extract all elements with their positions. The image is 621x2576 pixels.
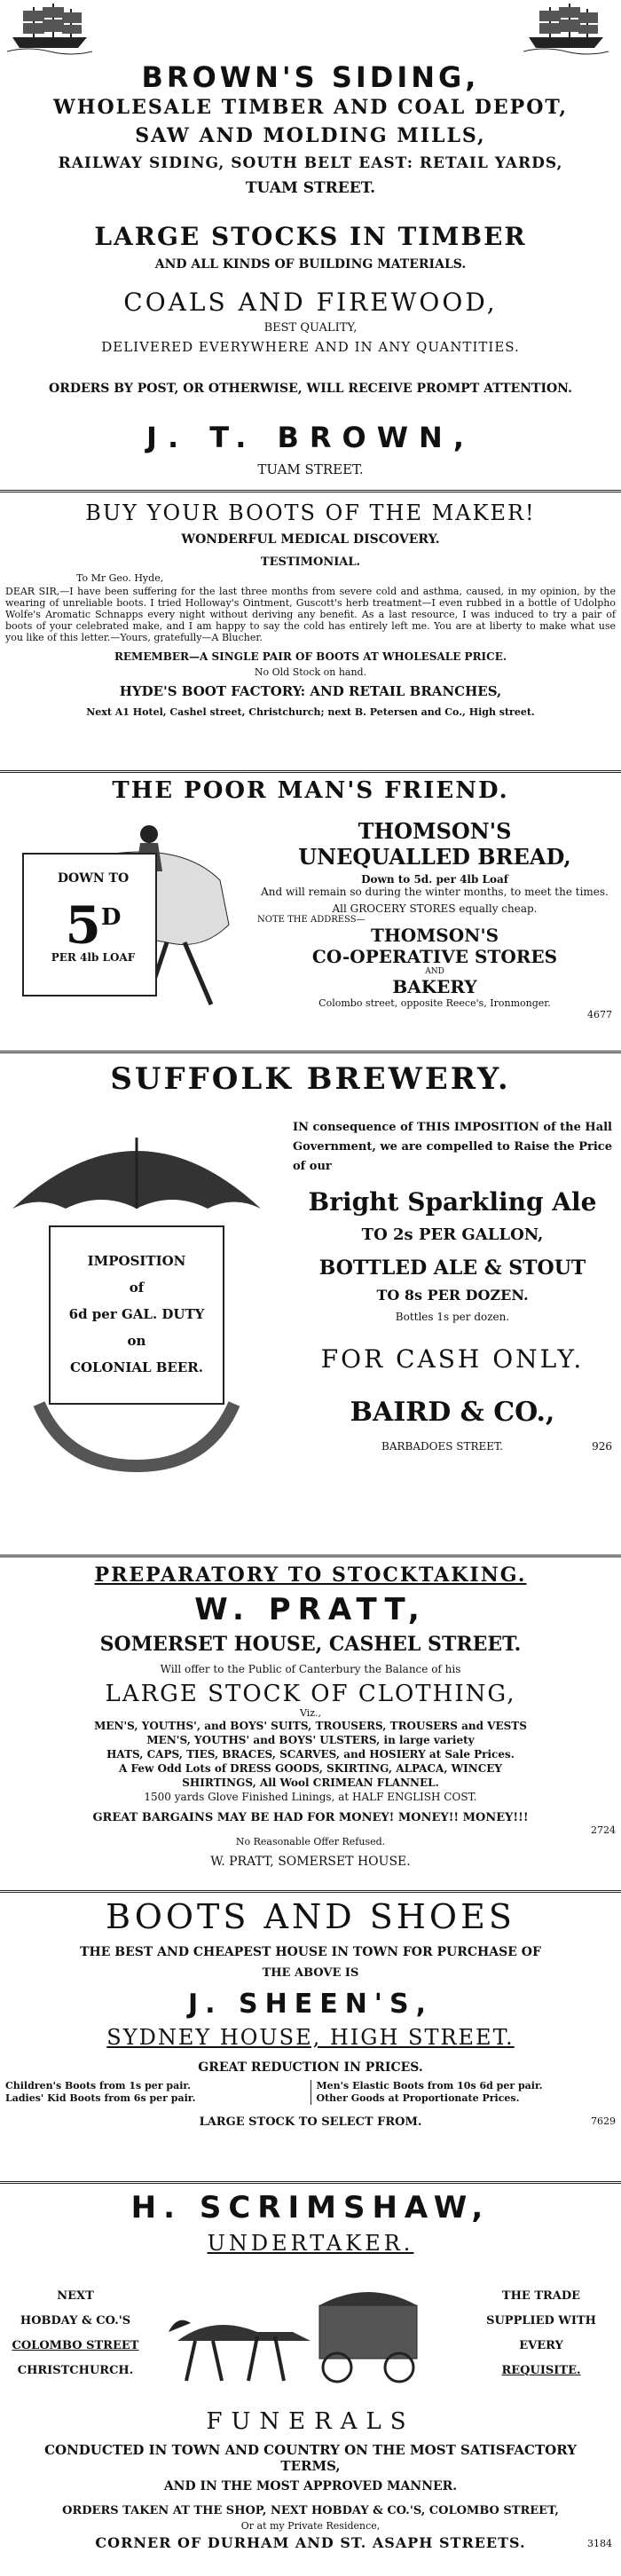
- scrimshaw-trade: UNDERTAKER.: [207, 2231, 414, 2256]
- hyde-headline: BUY YOUR BOOTS OF THE MAKER!: [85, 500, 536, 525]
- scrimshaw-approved: AND IN THE MOST APPROVED MANNER.: [163, 2479, 458, 2493]
- suffolk-sign5: COLONIAL BEER.: [70, 1359, 203, 1375]
- hyde-factory: HYDE'S BOOT FACTORY: AND RETAIL BRANCHES,: [119, 683, 502, 699]
- pratt-viz: Viz.,: [299, 1707, 322, 1719]
- hyde-letter: DEAR SIR,—I have been suffering for the last three months from severe cold and asthma, caused, in my opinion, by the wearing of unreliable boots. I tried Holloway's Ointment, Guscott's herb treatment—I even rubbed in a bottle of Udolpho Wolfe's Aromatic Schnapps every night without deriving any benefit. As a last resource, I was induced to try a pair of boots of your celebrated make, and I am happy to say the cold has entirely left me. You are at liberty to make what use you like of this letter.—Yours, gratefully—A Blucher.: [5, 586, 616, 643]
- scrimshaw-left: [9, 2284, 142, 2383]
- sheen-price-line: Other Goods at Proportionate Prices.: [316, 2092, 520, 2104]
- sheen-num: 7629: [591, 2115, 616, 2127]
- pratt-item: MEN'S, YOUTHS' and BOYS' ULSTERS, in large variety: [146, 1734, 475, 1746]
- suffolk-details: [293, 1118, 612, 1453]
- scrimshaw-num: 3184: [587, 2538, 612, 2549]
- pratt-name: W. PRATT,: [194, 1592, 427, 1627]
- hyde-oldstock: No Old Stock on hand.: [254, 666, 367, 678]
- pratt-house: SOMERSET HOUSE, CASHEL STREET.: [99, 1633, 522, 1656]
- sheen-house: SYDNEY HOUSE, HIGH STREET.: [106, 2025, 515, 2050]
- pratt-item: A Few Odd Lots of DRESS GOODS, SKIRTING, ALPACA, WINCEY: [119, 1762, 502, 1775]
- sheen-prices: [5, 2080, 616, 2105]
- browns-coals: COALS AND FIREWOOD,: [123, 288, 498, 317]
- suffolk-bottles: Bottles 1s per dozen.: [395, 1311, 510, 1323]
- pratt-clothing-ad: [0, 1558, 621, 1895]
- pratt-bargains: GREAT BARGAINS MAY BE HAD FOR MONEY! MONEY!! MONEY!!!: [92, 1811, 529, 1824]
- thomson-sign-loaf: PER 4lb LOAF: [51, 951, 136, 964]
- thomson-down: Down to 5d. per 4lb Loaf: [361, 873, 508, 886]
- scrimshaw-name: H. SCRIMSHAW,: [130, 2190, 491, 2225]
- scrimshaw-conducted: CONDUCTED IN TOWN AND COUNTRY ON THE MOST SATISFACTORY TERMS,: [44, 2442, 577, 2474]
- browns-line1: WHOLESALE TIMBER AND COAL DEPOT,: [52, 96, 569, 119]
- sheen-boots-ad: [0, 1894, 621, 2178]
- suffolk-intro: IN consequence of THIS IMPOSITION of the Hall Government, we are compelled to Raise the Price of our: [293, 1121, 612, 1173]
- pratt-items: [5, 1719, 616, 1804]
- pratt-headline: PREPARATORY TO STOCKTAKING.: [94, 1564, 527, 1587]
- suffolk-num: 926: [592, 1440, 612, 1453]
- column-rule: [0, 490, 621, 492]
- browns-stocks: LARGE STOCKS IN TIMBER: [94, 222, 527, 251]
- browns-street: TUAM STREET.: [257, 461, 364, 477]
- sheen-l1: THE BEST AND CHEAPEST HOUSE IN TOWN FOR PURCHASE OF: [80, 1945, 541, 1959]
- scrimshaw-funerals: FUNERALS: [206, 2408, 415, 2435]
- browns-name: J. T. BROWN,: [146, 421, 475, 454]
- suffolk-street-line: [293, 1440, 612, 1453]
- column-rule: [0, 1555, 621, 1557]
- thomson-remain: And will remain so during the winter months, to meet the times.: [261, 886, 609, 898]
- thomson-note: NOTE THE ADDRESS—: [257, 915, 366, 925]
- sheen-select-line: [5, 2115, 616, 2129]
- hyde-boots-ad: [0, 493, 621, 768]
- suffolk-sign4: on: [127, 1333, 146, 1349]
- suffolk-sign3: 6d per GAL. DUTY: [68, 1306, 205, 1322]
- column-rule: [0, 1051, 621, 1053]
- sheen-reduction: GREAT REDUCTION IN PRICES.: [198, 2060, 423, 2075]
- sheen-l2: THE ABOVE IS: [262, 1966, 359, 1980]
- thomson-and: AND: [425, 967, 444, 976]
- suffolk-sign1: IMPOSITION: [87, 1253, 186, 1269]
- thomson-bread-ad: [0, 774, 621, 1049]
- sign-price-unit: D: [100, 904, 122, 931]
- browns-orders: ORDERS BY POST, OR OTHERWISE, WILL RECEIVE PROMPT ATTENTION.: [49, 382, 572, 396]
- suffolk-bottled: BOTTLED ALE & STOUT: [318, 1256, 586, 1280]
- browns-line4: TUAM STREET.: [245, 179, 376, 197]
- pratt-stock: LARGE STOCK OF CLOTHING,: [105, 1681, 516, 1707]
- thomson-num: 4677: [587, 1009, 612, 1020]
- browns-line2: SAW AND MOLDING MILLS,: [135, 124, 486, 147]
- hyde-remember: REMEMBER—A SINGLE PAIR OF BOOTS AT WHOLESALE PRICE.: [114, 650, 507, 663]
- thomson-name: THOMSON'S: [358, 818, 512, 844]
- hyde-address: Next A1 Hotel, Cashel street, Christchurch; next B. Petersen and Co., High street.: [86, 706, 535, 718]
- sheen-name: J. SHEEN'S,: [188, 1989, 433, 2020]
- hyde-testimonial: TESTIMONIAL.: [260, 555, 361, 569]
- thomson-details: [257, 818, 612, 1020]
- scrimshaw-corner: CORNER OF DURHAM AND ST. ASAPH STREETS.: [95, 2534, 526, 2551]
- scrimshaw-left-line: NEXT: [57, 2289, 94, 2303]
- thomson-coop1: THOMSON'S: [370, 925, 499, 946]
- column-rule: [0, 2181, 621, 2184]
- sheen-select: LARGE STOCK TO SELECT FROM.: [199, 2115, 422, 2129]
- thomson-grocery: All GROCERY STORES equally cheap.: [332, 902, 538, 915]
- hearse-illustration: [160, 2279, 461, 2394]
- browns-quality: BEST QUALITY,: [263, 321, 358, 335]
- scrimshaw-right-line: THE TRADE: [501, 2289, 581, 2303]
- sheen-price-line: Children's Boots from 1s per pair.: [5, 2080, 191, 2092]
- browns-title: BROWN'S SIDING,: [141, 60, 480, 94]
- column-rule: [0, 770, 621, 773]
- column-rule: [0, 1890, 621, 1893]
- suffolk-dozen: TO 8s PER DOZEN.: [376, 1287, 529, 1304]
- sailing-ship-icon: [523, 2, 609, 55]
- sign-price-value: 5: [65, 894, 101, 956]
- suffolk-brewery-ad: [0, 1054, 621, 1516]
- suffolk-cash: FOR CASH ONLY.: [320, 1344, 585, 1374]
- suffolk-baird: BAIRD & CO.,: [350, 1397, 555, 1428]
- thomson-bread: UNEQUALLED BREAD,: [298, 844, 571, 870]
- scrimshaw-left-line: CHRISTCHURCH.: [17, 2364, 134, 2377]
- sheen-price-line: Ladies' Kid Boots from 6s per pair.: [5, 2092, 196, 2104]
- thomson-headline: THE POOR MAN'S FRIEND.: [112, 777, 509, 804]
- scrimshaw-right-line: REQUISITE.: [501, 2364, 581, 2377]
- pratt-item: SHIRTINGS, All Wool CRIMEAN FLANNEL.: [182, 1776, 439, 1789]
- suffolk-headline: SUFFOLK BREWERY.: [110, 1061, 511, 1097]
- sheen-col-right: [311, 2080, 617, 2105]
- scrimshaw-right-line: EVERY: [519, 2339, 563, 2352]
- thomson-sign-price: [27, 889, 160, 956]
- pratt-item: HATS, CAPS, TIES, BRACES, SCARVES, and HOSIERY at Sale Prices.: [106, 1748, 515, 1761]
- scrimshaw-left-line: COLOMBO STREET: [12, 2339, 139, 2352]
- suffolk-gallon: TO 2s PER GALLON,: [361, 1225, 544, 1244]
- suffolk-bright: Bright Sparkling Ale: [308, 1187, 597, 1217]
- scrimshaw-orders: ORDERS TAKEN AT THE SHOP, NEXT HOBDAY & CO.'S, COLOMBO STREET,: [62, 2504, 559, 2517]
- browns-materials: AND ALL KINDS OF BUILDING MATERIALS.: [154, 257, 467, 272]
- suffolk-sign2: of: [129, 1280, 145, 1296]
- hyde-to: To Mr Geo. Hyde,: [76, 572, 164, 584]
- sheen-col-left: [5, 2080, 311, 2105]
- pratt-item: 1500 yards Glove Finished Linings, at HALF ENGLISH COST.: [144, 1791, 477, 1803]
- pratt-offer: Will offer to the Public of Canterbury the Balance of his: [160, 1663, 461, 1675]
- scrimshaw-undertaker-ad: [0, 2185, 621, 2575]
- scrimshaw-left-line: HOBDAY & CO.'S: [20, 2314, 131, 2328]
- scrimshaw-private: Or at my Private Residence,: [240, 2520, 381, 2532]
- pratt-sign: W. PRATT, SOMERSET HOUSE.: [210, 1855, 411, 1869]
- scrimshaw-right: [470, 2284, 612, 2383]
- thomson-coop2: CO-OPERATIVE STORES: [311, 946, 558, 967]
- sailing-ship-icon: [7, 2, 92, 55]
- browns-siding-ad: [0, 0, 621, 546]
- browns-delivered: DELIVERED EVERYWHERE AND IN ANY QUANTITIES.: [101, 339, 520, 355]
- suffolk-street: BARBADOES STREET.: [381, 1440, 504, 1453]
- sheen-headline: BOOTS AND SHOES: [106, 1897, 515, 1936]
- pratt-num: 2724: [591, 1824, 616, 1836]
- pratt-item: MEN'S, YOUTHS', and BOYS' SUITS, TROUSERS, TROUSERS and VESTS: [94, 1720, 527, 1732]
- sheen-price-line: Men's Elastic Boots from 10s 6d per pair.: [316, 2080, 543, 2092]
- hyde-sub: WONDERFUL MEDICAL DISCOVERY.: [181, 532, 440, 547]
- browns-line3: RAILWAY SIDING, SOUTH BELT EAST: RETAIL YARDS,: [58, 154, 563, 172]
- thomson-bakery: BAKERY: [392, 976, 477, 997]
- suffolk-sign: [50, 1248, 224, 1381]
- scrimshaw-right-line: SUPPLIED WITH: [486, 2314, 596, 2328]
- pratt-refused: No Reasonable Offer Refused.: [235, 1836, 386, 1847]
- thomson-sign-down: DOWN TO: [57, 871, 130, 886]
- thomson-street: Colombo street, opposite Reece's, Ironmonger.: [318, 997, 551, 1009]
